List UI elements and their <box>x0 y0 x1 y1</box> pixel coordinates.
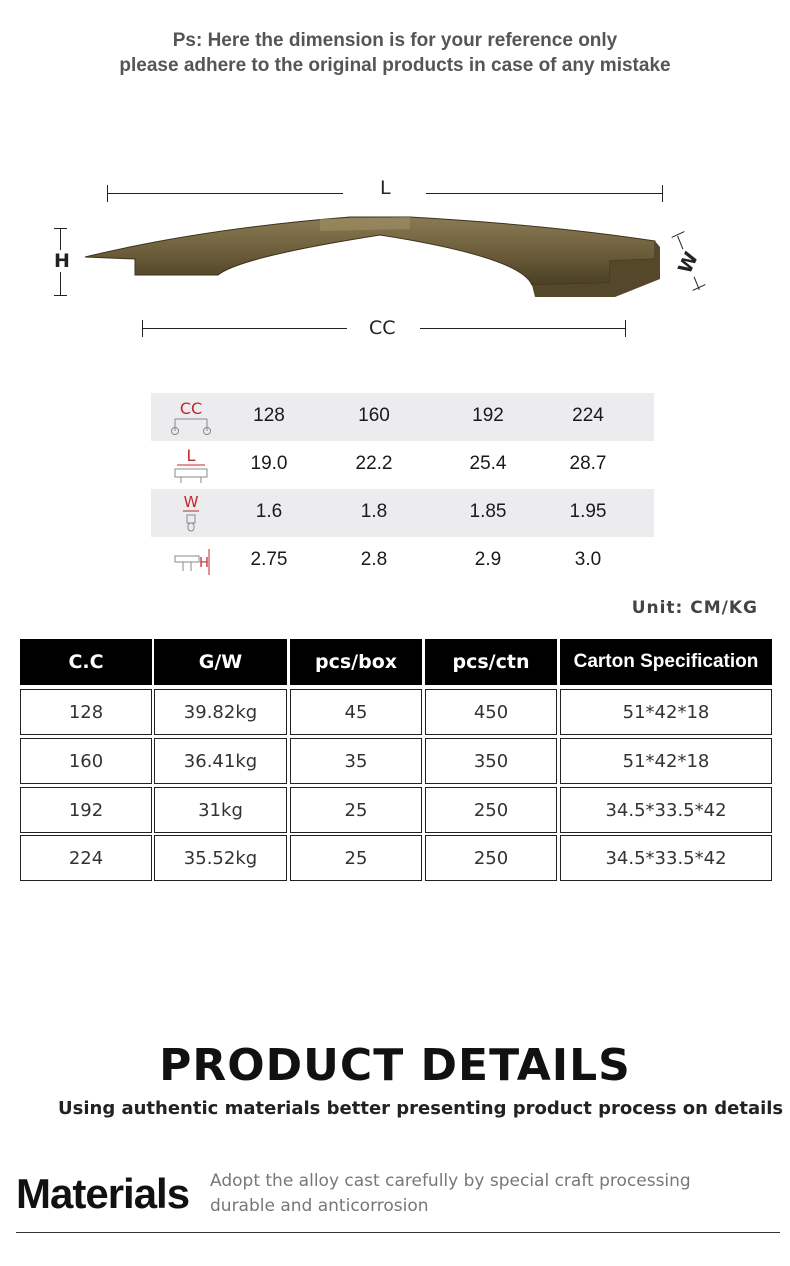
dimension-spec-table <box>151 393 654 585</box>
length-dimension-icon <box>165 445 217 485</box>
cc-dimension-line <box>420 328 625 329</box>
table-header-pcs-box: pcs/box <box>290 639 422 685</box>
length-tick <box>107 185 108 202</box>
cc-tick <box>142 320 143 337</box>
spec-value: 28.7 <box>569 453 607 474</box>
table-cell: 250 <box>425 787 557 833</box>
table-cell: 224 <box>20 835 152 881</box>
spec-value: 224 <box>572 405 604 426</box>
length-label: L <box>380 177 391 199</box>
spec-row-height <box>151 537 654 585</box>
notice-line-1: Ps: Here the dimension is for your reference only <box>172 30 618 51</box>
spec-value: 19.0 <box>250 453 288 474</box>
length-dimension-line <box>426 193 662 194</box>
height-tick <box>54 228 67 229</box>
spec-row-length <box>151 441 654 489</box>
cc-label: CC <box>369 317 396 339</box>
handle-image <box>80 205 680 300</box>
spec-value: 192 <box>472 405 504 426</box>
spec-value: 128 <box>253 405 285 426</box>
table-cell: 45 <box>290 689 422 735</box>
materials-description-line-1: Adopt the alloy cast carefully by special craft processing <box>210 1171 691 1191</box>
table-cell: 25 <box>290 787 422 833</box>
table-cell: 192 <box>20 787 152 833</box>
table-cell: 51*42*18 <box>560 689 772 735</box>
spec-value: 22.2 <box>355 453 393 474</box>
spec-value: 1.85 <box>469 501 507 522</box>
width-icon-label: W <box>183 493 199 511</box>
length-tick <box>662 185 663 202</box>
spec-value: 1.95 <box>569 501 607 522</box>
table-cell: 128 <box>20 689 152 735</box>
spec-value: 160 <box>358 405 390 426</box>
height-label: H <box>54 250 70 272</box>
table-cell: 35.52kg <box>154 835 287 881</box>
cc-dimension-icon <box>165 397 217 437</box>
materials-description-line-2: durable and anticorrosion <box>210 1196 429 1216</box>
spec-value: 2.75 <box>250 549 288 570</box>
height-dimension-icon <box>165 541 217 581</box>
product-details-subtitle: Using authentic materials better presenting product process on details <box>58 1098 784 1119</box>
notice-line-2: please adhere to the original products in case of any mistake <box>119 55 671 76</box>
length-dimension-line <box>107 193 343 194</box>
materials-title: Materials <box>16 1170 190 1217</box>
table-header-carton-spec: Carton Specification <box>560 639 772 685</box>
table-cell: 450 <box>425 689 557 735</box>
table-cell: 51*42*18 <box>560 738 772 784</box>
width-label: W <box>674 248 703 278</box>
cc-tick <box>625 320 626 337</box>
height-icon-label: H <box>199 556 209 571</box>
table-header-cc: C.C <box>20 639 152 685</box>
spec-value: 25.4 <box>469 453 507 474</box>
table-cell: 34.5*33.5*42 <box>560 835 772 881</box>
table-cell: 39.82kg <box>154 689 287 735</box>
unit-label: Unit: CM/KG <box>631 598 758 618</box>
table-header-gw: G/W <box>154 639 287 685</box>
spec-value: 2.9 <box>474 549 502 570</box>
cc-dimension-line <box>142 328 347 329</box>
table-header-pcs-ctn: pcs/ctn <box>425 639 557 685</box>
table-cell: 250 <box>425 835 557 881</box>
spec-row-width <box>151 489 654 537</box>
table-cell: 35 <box>290 738 422 784</box>
table-cell: 350 <box>425 738 557 784</box>
spec-value: 3.0 <box>574 549 602 570</box>
table-cell: 31kg <box>154 787 287 833</box>
section-divider <box>16 1232 780 1233</box>
width-dimension-icon <box>165 493 217 533</box>
spec-row-cc <box>151 393 654 441</box>
table-cell: 160 <box>20 738 152 784</box>
height-tick <box>54 295 67 296</box>
product-details-title: PRODUCT DETAILS <box>159 1040 631 1091</box>
length-icon-label: L <box>186 446 196 465</box>
table-cell: 25 <box>290 835 422 881</box>
cc-icon-label: CC <box>179 399 203 418</box>
table-cell: 34.5*33.5*42 <box>560 787 772 833</box>
spec-value: 2.8 <box>360 549 388 570</box>
spec-value: 1.6 <box>255 501 283 522</box>
table-cell: 36.41kg <box>154 738 287 784</box>
spec-value: 1.8 <box>360 501 388 522</box>
